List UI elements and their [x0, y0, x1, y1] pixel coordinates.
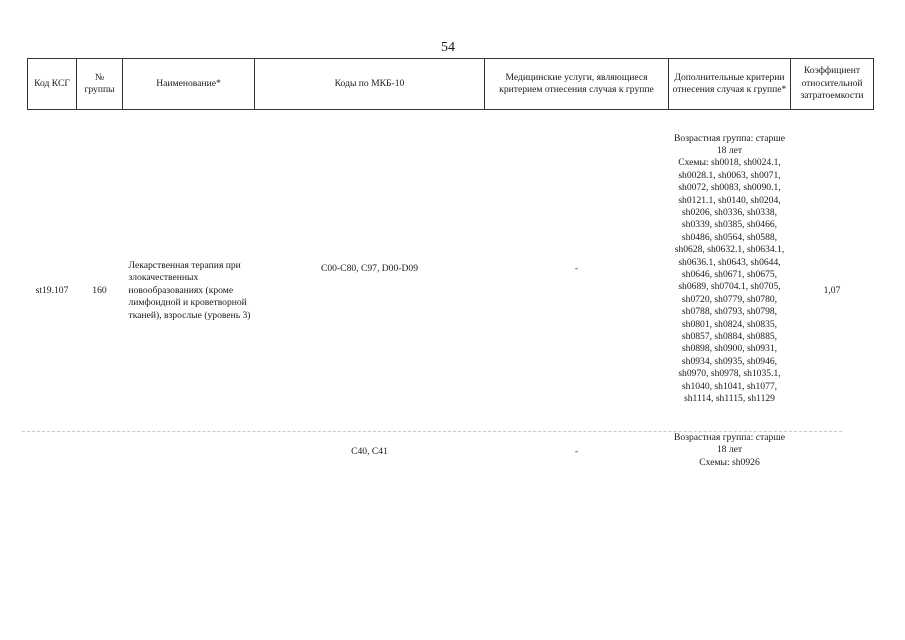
- cell-code: st19.107: [35, 284, 69, 296]
- cell-services: -: [574, 262, 579, 274]
- table-header-row: [28, 59, 874, 110]
- row-divider: [22, 431, 842, 432]
- cell-services: -: [574, 445, 579, 457]
- cell-icd-codes: C40, C41: [351, 445, 388, 457]
- criteria-age: Возрастная группа: старше 18 лет: [674, 432, 785, 456]
- cell-coefficient: 1,07: [823, 284, 841, 296]
- page-number: 54: [441, 40, 455, 55]
- criteria-schemes: Схемы: sh0926: [699, 456, 760, 468]
- ksg-table: [27, 58, 874, 472]
- cell-group-number: 160: [92, 284, 107, 296]
- header-coefficient: Коэффициент относительной затратоемкости: [791, 59, 874, 110]
- header-code: Код КСГ: [28, 59, 77, 110]
- table-row: [28, 110, 874, 429]
- criteria-age: Возрастная группа: старше 18 лет: [674, 132, 785, 156]
- header-criteria: Дополнительные критерии отнесения случая к группе*: [669, 59, 791, 110]
- cell-icd-codes: C00-C80, C97, D00-D09: [320, 262, 418, 274]
- criteria-schemes: Схемы: sh0018, sh0024.1, sh0028.1, sh0063, sh0071, sh0072, sh0083, sh0090.1, sh0121.1, sh0140, sh0204, sh0206, sh0336, sh0338, sh0339, sh0385, sh0466, sh0486, sh0564, sh0588, sh0628, sh0632.1, sh0634.1, sh0636.1, sh0643, sh0644, sh0646, sh0671, sh0675, sh0689, sh0704.1, sh0705, sh0720, sh0779, sh0780, sh0788, sh0793, sh0798, sh0801, sh0824, sh0835, sh0857, sh0884, sh0885, sh0898, sh0900, sh0931, sh0934, sh0935, sh0946, sh0970, sh0978, sh1035.1, sh1040, sh1041, sh1077, sh1114, sh1115, sh1129: [674, 157, 785, 405]
- cell-criteria: [669, 110, 791, 429]
- header-icd-codes: Коды по МКБ-10: [255, 59, 485, 110]
- header-services: Медицинские услуги, являющиеся критерием отнесения случая к группе: [485, 59, 669, 110]
- header-name: Наименование*: [123, 59, 255, 110]
- header-group-number: № группы: [77, 59, 123, 110]
- cell-criteria: [669, 428, 791, 472]
- cell-name: Лекарственная терапия при злокачественных новообразованиях (кроме лимфоидной и кроветворной тканей), взрослые (уровень 3): [128, 259, 251, 321]
